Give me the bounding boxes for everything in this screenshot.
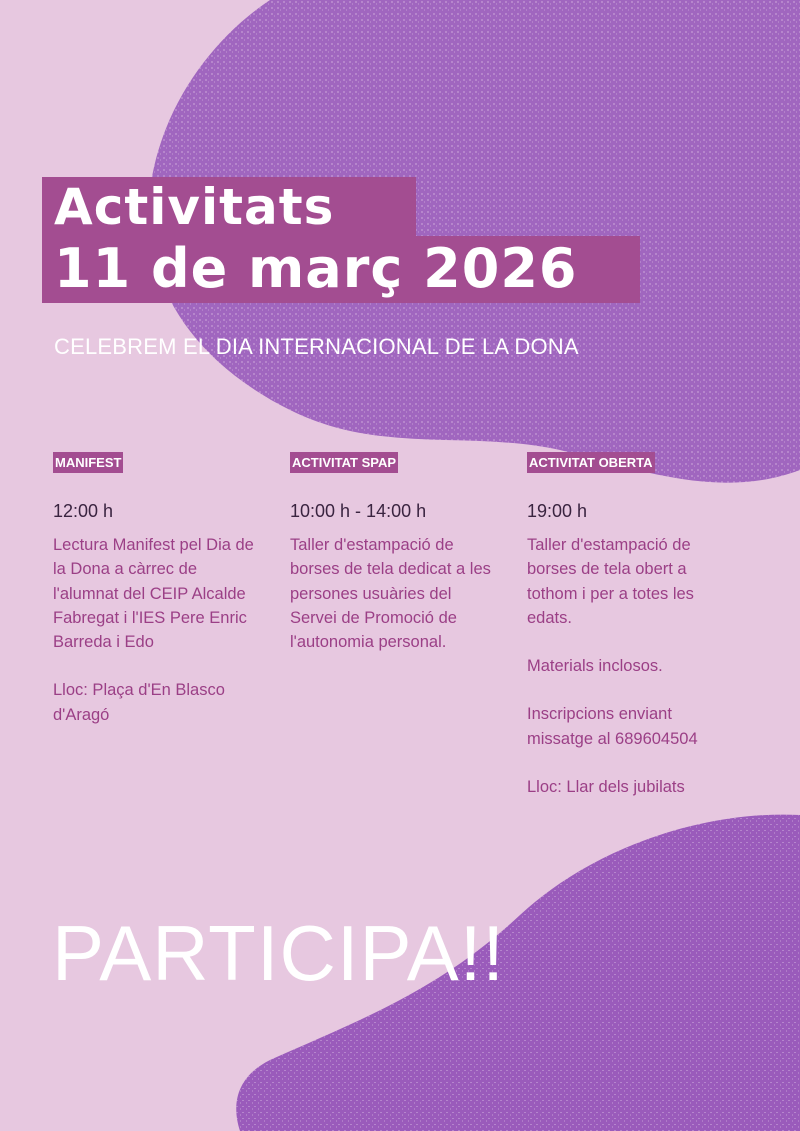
- activity-description: [53, 533, 258, 727]
- activity-time: 19:00 h: [527, 501, 588, 521]
- activity-location: Lloc: Llar dels jubilats: [527, 778, 685, 797]
- activity-materials: Materials inclosos.: [527, 657, 663, 676]
- activity-location: Lloc: Plaça d'En Blasco d'Aragó: [53, 681, 225, 724]
- title-line-2: 11 de març 2026: [42, 236, 640, 303]
- activity-spap: [290, 452, 495, 654]
- activity-label: MANIFEST: [53, 452, 123, 473]
- activity-manifest: [53, 452, 258, 727]
- activity-label: ACTIVITAT OBERTA: [527, 452, 655, 473]
- activity-paragraph: Taller d'estampació de borses de tela obert a tothom i per a totes les edats.: [527, 536, 694, 627]
- subtitle: CELEBREM EL DIA INTERNACIONAL DE LA DONA: [54, 334, 579, 359]
- activity-description: [290, 533, 495, 654]
- activity-oberta: [527, 452, 732, 799]
- activity-label: ACTIVITAT SPAP: [290, 452, 398, 473]
- call-to-action: PARTICIPA!!: [52, 909, 506, 997]
- activity-registration: Inscripcions enviant missatge al 689604504: [527, 705, 698, 748]
- activity-time: 12:00 h: [53, 501, 114, 521]
- activity-paragraph: Lectura Manifest pel Dia de la Dona a càrrec de l'alumnat del CEIP Alcalde Fabregat i l'IES Pere Enric Barreda i Edo: [53, 536, 254, 652]
- activity-time: 10:00 h - 14:00 h: [290, 501, 427, 521]
- title-line-1: Activitats: [42, 177, 416, 239]
- activity-description: [527, 533, 732, 799]
- activity-paragraph: Taller d'estampació de borses de tela dedicat a les persones usuàries del Servei de Promoció de l'autonomia personal.: [290, 536, 491, 652]
